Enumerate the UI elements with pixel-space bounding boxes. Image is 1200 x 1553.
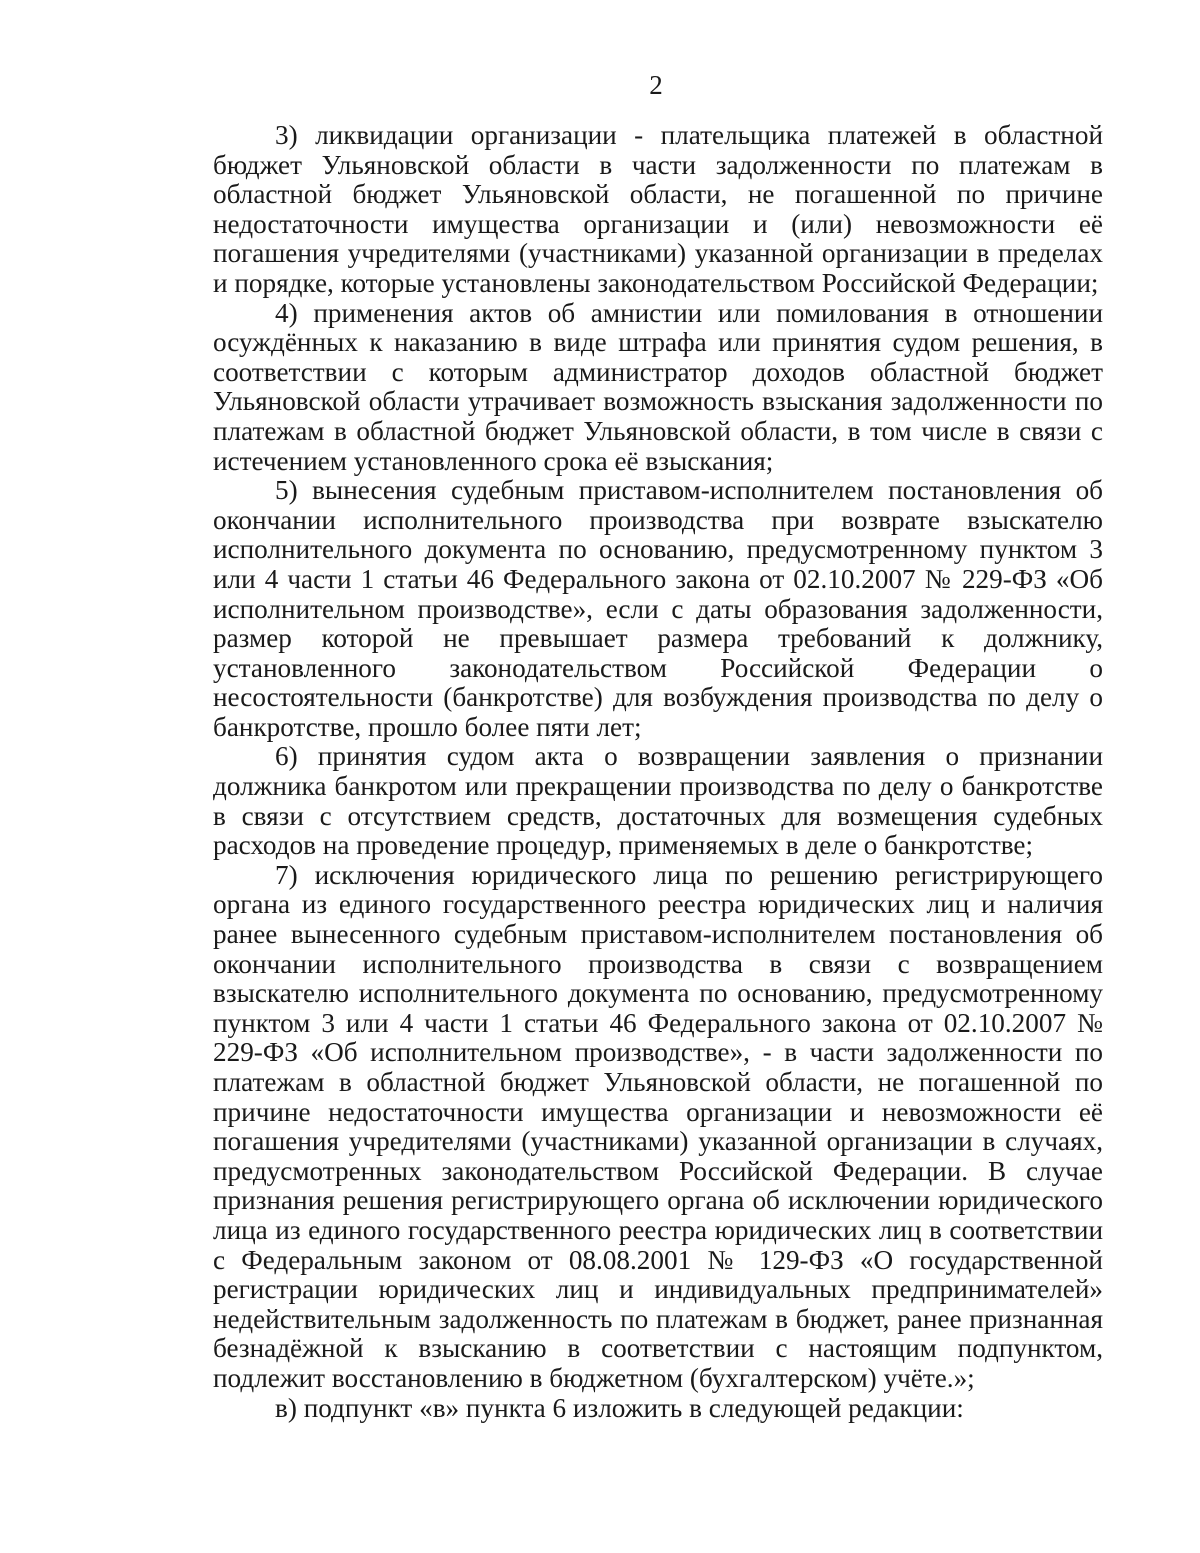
paragraph-item-4: 4) применения актов об амнистии или помилования в отношении осуждённых к наказанию в виде штрафа или принятия судом решения, в соответствии с которым администратор доходов областной бюджет Ульяновской области утрачивает возможность взыскания задолженности по платежам в областной бюджет Ульяновской области, в том числе в связи с истечением установленного срока её взыскания;	[213, 297, 1103, 476]
paragraph-item-3: 3) ликвидации организации - плательщика платежей в областной бюджет Ульяновской области в части задолженности по платежам в областной бюджет Ульяновской области, не погашенной по причине недостаточности имущества организации и (или) невозможности её погашения учредителями (участниками) указанной организации в пределах и порядке, которые установлены законодательством Российской Федерации;	[213, 120, 1103, 298]
paragraph-item-7: 7) исключения юридического лица по решению регистрирующего органа из единого государственного реестра юридических лиц и наличия ранее вынесенного судебным приставом-исполнителем постановления об окончании исполнительного производства в связи с возвращением взыскателю исполнительного документа по основанию, предусмотренному пунктом 3 или 4 части 1 статьи 46 Федерального закона от 02.10.2007 № 229-ФЗ «Об исполнительном производстве», - в части задолженности по платежам в областной бюджет Ульяновской области, не погашенной по причине недостаточности имущества организации и невозможности её погашения учредителями (участниками) указанной организации в случаях, предусмотренных законодательством Российской Федерации. В случае признания решения регистрирующего органа об исключении юридического лица из единого государственного реестра юридических лиц в соответствии с Федеральным законом от 08.08.2001 № 129-ФЗ «О государственной регистрации юридических лиц и индивидуальных предпринимателей» недействительным задолженность по платежам в бюджет, ранее признанная безнадёжной к взысканию в соответствии с настоящим подпунктом, подлежит восстановлению в бюджетном (бухгалтерском) учёте.»;	[213, 859, 1103, 1393]
paragraph-item-6: 6) принятия судом акта о возвращении заявления о признании должника банкротом или прекращении производства по делу о банкротстве в связи с отсутствием средств, достаточных для возмещения судебных расходов на проведение процедур, применяемых в деле о банкротстве;	[213, 741, 1103, 861]
page-number: 2	[649, 70, 663, 100]
paragraph-item-5: 5) вынесения судебным приставом-исполнителем постановления об окончании исполнительного производства при возврате взыскателю исполнительного документа по основанию, предусмотренному пунктом 3 или 4 части 1 статьи 46 Федерального закона от 02.10.2007 № 229-ФЗ «Об исполнительном производстве», если с даты образования задолженности, размер которой не превышает размера требований к должнику, установленного законодательством Российской Федерации о несостоятельности (банкротстве) для возбуждения производства по делу о банкротстве, прошло более пяти лет;	[213, 475, 1103, 742]
paragraph-subpoint-v: в) подпункт «в» пункта 6 изложить в следующей редакции:	[275, 1392, 964, 1423]
document-body	[213, 121, 1103, 1423]
